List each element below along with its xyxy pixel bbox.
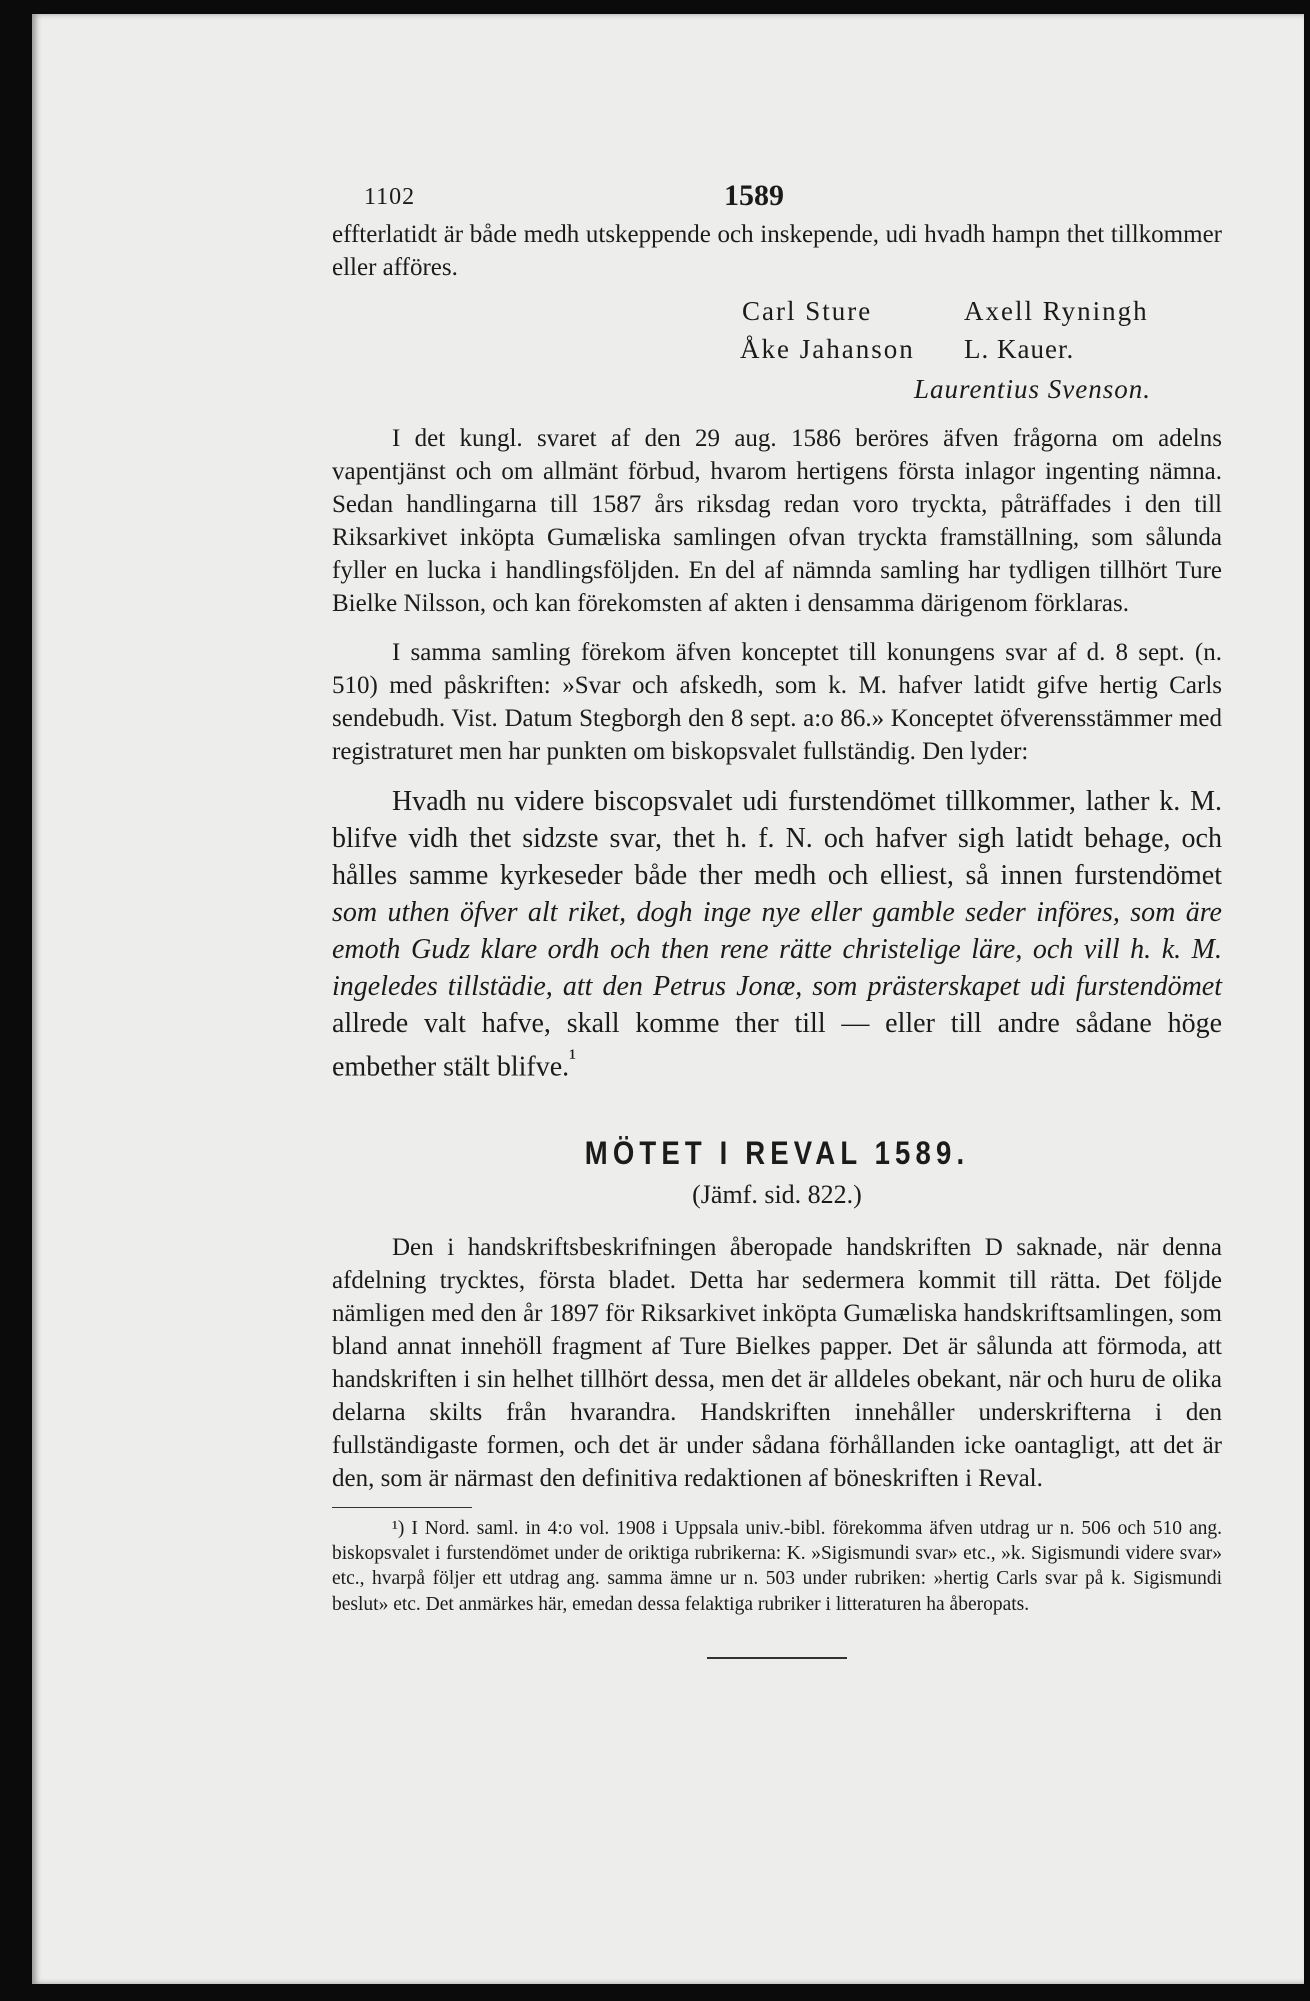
- note-paragraph: I samma samling förekom äfven konceptet till konungens svar af d. 8 sept. (n. 510) med påskriften: »Svar och afskedh, som k. M. hafver latidt gifve hertig Carls sendebudh. Vist. Datum Stegborgh den 8 sept. a:o 86.» Konceptet öfverensstämmer med registraturet men har punkten om biskopsvalet fullständig. Den lyder:: [332, 639, 1222, 765]
- signature-block: [332, 284, 1222, 422]
- page-content: [332, 174, 1222, 1659]
- running-header: [332, 174, 1222, 218]
- opening-text: effterlatidt är både medh utskeppende och inskepende, udi hvadh hampn thet tillkommer eller afföres.: [332, 221, 1222, 281]
- quoted-passage: [332, 784, 1222, 1086]
- signature-carl-sture: Carl Sture: [742, 296, 873, 326]
- section-subtitle: (Jämf. sid. 822.): [692, 1180, 862, 1210]
- signature-kauer: L. Kauer.: [964, 334, 1075, 364]
- footnote-divider: [332, 1507, 472, 1508]
- note-paragraph: I det kungl. svaret af den 29 aug. 1586 beröres äfven frågorna om adelns vapentjänst och om allmänt förbud, hvarom hertigens första inlagor ingenting nämna. Sedan handlingarna till 1587 års riksdag redan voro tryckta, påträffades i den till Riksarkivet inköpta Gumæliska samlingen ofvan tryckta framställning, som sålunda fyller en lucka i handlingsföljden. En del af nämnda samling har tydligen tillhört Ture Bielke Nilsson, och kan förekomsten af akten i densamma därigenom förklaras.: [332, 425, 1222, 617]
- quote-start: Hvadh nu videre biscopsvalet udi furstendömet tillkommer, lather k. M. blifve vidh thet sidzste svar, thet h. f. N. och hafver sigh latidt behage, och hålles samme kyrkeseder både ther medh och elliest, så innen furstendömet: [332, 786, 1222, 891]
- footnote-marker: ¹: [569, 1044, 577, 1071]
- footnote: ¹) I Nord. saml. in 4:o vol. 1908 i Uppsala univ.-bibl. förekomma äfven utdrag ur n. 506 och 510 ang. biskopsvalet i furstendömet under de oriktiga rubrikerna: K. »Sigismundi svar» etc., »k. Sigismundi videre svar» etc., hvarpå följer ett utdrag ang. samma ämne ur n. 503 under rubriken: »hertig Carls svar på k. Sigismundi beslut» etc. Det anmärkes här, emedan dessa felaktiga rubriker i litteraturen ha åberopats.: [332, 1517, 1222, 1615]
- page-number: 1102: [364, 184, 416, 210]
- section-paragraph: Den i handskriftsbeskrifningen åberopade handskriften D saknade, när denna afdelning trycktes, första bladet. Detta har sedermera kommit till rätta. Det följde nämligen med den år 1897 för Riksarkivet inköpta Gumæliska handskriftsamlingen, som bland annat innehöll fragment af Ture Bielkes papper. Det är sålunda att förmoda, att handskriften i sin helhet tillhört dessa, men det är alldeles obekant, när och huru de olika delarna skilts från hvarandra. Handskriften innehåller underskrifterna i den fullständigaste formen, och det är under sådana förhållanden icke oantagligt, att det är den, som är närmast den definitiva redaktionen af böneskriften i Reval.: [332, 1233, 1222, 1492]
- signature-ake-jahanson: Åke Jahanson: [740, 334, 915, 364]
- end-rule: [707, 1657, 847, 1659]
- quote-italic: som uthen öfver alt riket, dogh inge nye eller gamble seder införes, som äre emoth Gudz klare ordh och then rene rätte christelige läre, och vill h. k. M. ingeledes tillstädie, att den Petrus Jonæ, som prästerskapet udi furstendömet: [332, 896, 1222, 1002]
- section-title: MÖTET I REVAL 1589.: [584, 1134, 970, 1171]
- signature-laurentius: Laurentius Svenson.: [914, 374, 1151, 404]
- scanned-page: [32, 14, 1304, 1984]
- quote-end: allrede valt hafve, skall komme ther till — eller till andre sådane höge embether stält blifve.: [332, 1007, 1222, 1082]
- header-year: 1589: [724, 179, 784, 212]
- signature-axell-ryningh: Axell Ryningh: [964, 296, 1149, 326]
